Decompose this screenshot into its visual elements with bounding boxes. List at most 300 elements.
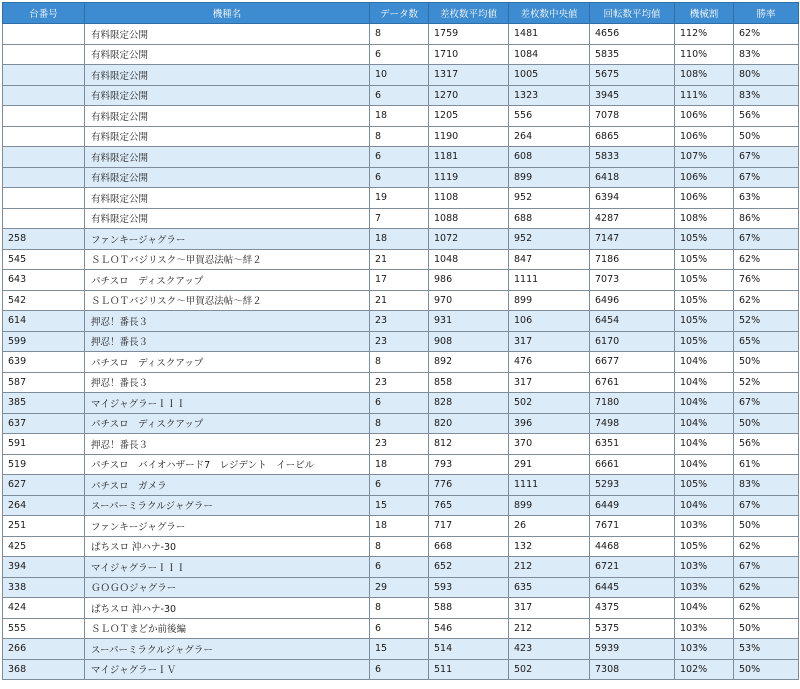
- cell-win-rate: 62%: [734, 536, 799, 557]
- cell-spin-average: 7073: [590, 270, 675, 291]
- cell-machine-number: 368: [3, 659, 85, 680]
- cell-spin-average: 4375: [590, 598, 675, 619]
- cell-win-rate: 50%: [734, 126, 799, 147]
- cell-payout-rate: 105%: [675, 229, 734, 250]
- table-row: [3, 434, 799, 455]
- cell-payout-rate: 105%: [675, 475, 734, 496]
- cell-win-rate: 50%: [734, 516, 799, 537]
- cell-payout-rate: 103%: [675, 618, 734, 639]
- column-header-machine-number[interactable]: 台番号: [3, 3, 85, 24]
- cell-spin-average: 7078: [590, 106, 675, 127]
- cell-machine-number: 627: [3, 475, 85, 496]
- table-row: [3, 311, 799, 332]
- cell-machine-name: スーパーミラクルジャグラー: [85, 639, 370, 660]
- cell-win-rate: 50%: [734, 352, 799, 373]
- cell-diff-average: 820: [429, 413, 509, 434]
- cell-machine-name: パチスロ ディスクアップ: [85, 413, 370, 434]
- cell-payout-rate: 104%: [675, 434, 734, 455]
- column-header-diff-average[interactable]: 差枚数平均値: [429, 3, 509, 24]
- table-row: [3, 24, 799, 45]
- cell-machine-number: 258: [3, 229, 85, 250]
- cell-data-count: 23: [370, 331, 429, 352]
- cell-machine-number: [3, 24, 85, 45]
- cell-payout-rate: 104%: [675, 413, 734, 434]
- cell-machine-number: [3, 126, 85, 147]
- cell-data-count: 23: [370, 434, 429, 455]
- cell-machine-number: 587: [3, 372, 85, 393]
- cell-spin-average: 3945: [590, 85, 675, 106]
- cell-data-count: 6: [370, 393, 429, 414]
- cell-machine-number: [3, 85, 85, 106]
- cell-machine-number: [3, 188, 85, 209]
- cell-data-count: 19: [370, 188, 429, 209]
- cell-machine-number: 424: [3, 598, 85, 619]
- cell-machine-name: マイジャグラーＩＶ: [85, 659, 370, 680]
- cell-machine-name: 有料限定公開: [85, 167, 370, 188]
- cell-win-rate: 50%: [734, 413, 799, 434]
- cell-data-count: 6: [370, 85, 429, 106]
- cell-diff-average: 908: [429, 331, 509, 352]
- cell-machine-name: 有料限定公開: [85, 65, 370, 86]
- table-row: [3, 331, 799, 352]
- cell-payout-rate: 102%: [675, 659, 734, 680]
- cell-machine-name: 押忍！番長３: [85, 311, 370, 332]
- table-row: [3, 475, 799, 496]
- cell-payout-rate: 111%: [675, 85, 734, 106]
- cell-diff-median: 899: [509, 167, 590, 188]
- cell-diff-median: 26: [509, 516, 590, 537]
- cell-win-rate: 67%: [734, 147, 799, 168]
- cell-win-rate: 67%: [734, 557, 799, 578]
- cell-win-rate: 67%: [734, 167, 799, 188]
- cell-spin-average: 6661: [590, 454, 675, 475]
- cell-diff-median: 1111: [509, 475, 590, 496]
- cell-data-count: 8: [370, 352, 429, 373]
- table-row: [3, 147, 799, 168]
- cell-spin-average: 4656: [590, 24, 675, 45]
- cell-spin-average: 5375: [590, 618, 675, 639]
- cell-machine-number: 555: [3, 618, 85, 639]
- cell-diff-average: 970: [429, 290, 509, 311]
- cell-payout-rate: 103%: [675, 516, 734, 537]
- cell-payout-rate: 106%: [675, 167, 734, 188]
- cell-machine-name: ＳＬＯＴまどか前後編: [85, 618, 370, 639]
- cell-machine-name: マイジャグラーＩＩＩ: [85, 557, 370, 578]
- cell-data-count: 6: [370, 44, 429, 65]
- cell-machine-number: 266: [3, 639, 85, 660]
- cell-data-count: 15: [370, 639, 429, 660]
- cell-payout-rate: 105%: [675, 249, 734, 270]
- cell-machine-number: 545: [3, 249, 85, 270]
- cell-machine-name: ファンキージャグラー: [85, 229, 370, 250]
- column-header-diff-median[interactable]: 差枚数中央値: [509, 3, 590, 24]
- cell-spin-average: 6677: [590, 352, 675, 373]
- cell-win-rate: 76%: [734, 270, 799, 291]
- cell-diff-median: 317: [509, 331, 590, 352]
- cell-machine-number: 264: [3, 495, 85, 516]
- cell-win-rate: 62%: [734, 290, 799, 311]
- cell-win-rate: 50%: [734, 659, 799, 680]
- cell-machine-name: ＧＯＧＯジャグラー: [85, 577, 370, 598]
- table-row: [3, 249, 799, 270]
- cell-win-rate: 63%: [734, 188, 799, 209]
- cell-spin-average: 5675: [590, 65, 675, 86]
- cell-data-count: 17: [370, 270, 429, 291]
- cell-machine-name: 押忍！番長３: [85, 434, 370, 455]
- cell-spin-average: 4468: [590, 536, 675, 557]
- cell-data-count: 6: [370, 147, 429, 168]
- cell-machine-number: 599: [3, 331, 85, 352]
- cell-machine-name: パチスロ ガメラ: [85, 475, 370, 496]
- cell-diff-median: 556: [509, 106, 590, 127]
- cell-data-count: 8: [370, 413, 429, 434]
- cell-machine-name: パチスロ ディスクアップ: [85, 270, 370, 291]
- cell-spin-average: 6865: [590, 126, 675, 147]
- cell-data-count: 6: [370, 475, 429, 496]
- cell-spin-average: 6394: [590, 188, 675, 209]
- cell-machine-name: ファンキージャグラー: [85, 516, 370, 537]
- cell-spin-average: 5293: [590, 475, 675, 496]
- cell-machine-name: マイジャグラーＩＩＩ: [85, 393, 370, 414]
- cell-data-count: 8: [370, 536, 429, 557]
- cell-diff-median: 317: [509, 372, 590, 393]
- cell-machine-number: 614: [3, 311, 85, 332]
- cell-machine-name: 有料限定公開: [85, 208, 370, 229]
- cell-payout-rate: 104%: [675, 598, 734, 619]
- cell-machine-name: パチスロ ディスクアップ: [85, 352, 370, 373]
- cell-diff-average: 776: [429, 475, 509, 496]
- cell-diff-median: 264: [509, 126, 590, 147]
- cell-spin-average: 4287: [590, 208, 675, 229]
- cell-data-count: 8: [370, 126, 429, 147]
- cell-data-count: 6: [370, 167, 429, 188]
- cell-diff-average: 986: [429, 270, 509, 291]
- cell-win-rate: 65%: [734, 331, 799, 352]
- cell-diff-median: 1005: [509, 65, 590, 86]
- cell-machine-name: 有料限定公開: [85, 24, 370, 45]
- cell-payout-rate: 105%: [675, 331, 734, 352]
- cell-diff-median: 291: [509, 454, 590, 475]
- cell-diff-median: 370: [509, 434, 590, 455]
- table-row: [3, 598, 799, 619]
- table-row: [3, 352, 799, 373]
- cell-machine-number: 591: [3, 434, 85, 455]
- cell-diff-median: 212: [509, 557, 590, 578]
- cell-spin-average: 5835: [590, 44, 675, 65]
- cell-machine-number: [3, 44, 85, 65]
- cell-diff-median: 317: [509, 598, 590, 619]
- cell-diff-average: 514: [429, 639, 509, 660]
- column-header-machine-name[interactable]: 機種名: [85, 3, 370, 24]
- cell-win-rate: 52%: [734, 372, 799, 393]
- cell-payout-rate: 106%: [675, 188, 734, 209]
- table-row: [3, 106, 799, 127]
- cell-machine-number: 643: [3, 270, 85, 291]
- cell-spin-average: 7186: [590, 249, 675, 270]
- table-row: [3, 270, 799, 291]
- cell-diff-average: 1048: [429, 249, 509, 270]
- cell-payout-rate: 104%: [675, 454, 734, 475]
- cell-machine-number: [3, 167, 85, 188]
- cell-win-rate: 56%: [734, 106, 799, 127]
- table-row: [3, 639, 799, 660]
- cell-data-count: 21: [370, 290, 429, 311]
- cell-diff-average: 1119: [429, 167, 509, 188]
- cell-spin-average: 6496: [590, 290, 675, 311]
- cell-win-rate: 61%: [734, 454, 799, 475]
- cell-spin-average: 7498: [590, 413, 675, 434]
- cell-payout-rate: 104%: [675, 352, 734, 373]
- table-row: [3, 208, 799, 229]
- table-row: [3, 167, 799, 188]
- cell-diff-median: 502: [509, 393, 590, 414]
- cell-machine-number: [3, 106, 85, 127]
- cell-diff-median: 502: [509, 659, 590, 680]
- cell-win-rate: 62%: [734, 577, 799, 598]
- cell-spin-average: 6351: [590, 434, 675, 455]
- cell-diff-average: 1759: [429, 24, 509, 45]
- table-row: [3, 188, 799, 209]
- cell-spin-average: 6454: [590, 311, 675, 332]
- table-row: [3, 659, 799, 680]
- cell-win-rate: 62%: [734, 598, 799, 619]
- cell-machine-name: 有料限定公開: [85, 106, 370, 127]
- cell-diff-average: 1190: [429, 126, 509, 147]
- cell-data-count: 18: [370, 229, 429, 250]
- cell-win-rate: 83%: [734, 475, 799, 496]
- cell-win-rate: 56%: [734, 434, 799, 455]
- cell-diff-average: 668: [429, 536, 509, 557]
- cell-spin-average: 7180: [590, 393, 675, 414]
- cell-data-count: 7: [370, 208, 429, 229]
- cell-diff-average: 1181: [429, 147, 509, 168]
- cell-diff-median: 423: [509, 639, 590, 660]
- column-header-data-count[interactable]: データ数: [370, 3, 429, 24]
- cell-data-count: 8: [370, 598, 429, 619]
- machine-stats-table: [2, 2, 799, 680]
- cell-diff-median: 106: [509, 311, 590, 332]
- cell-win-rate: 80%: [734, 65, 799, 86]
- cell-payout-rate: 105%: [675, 311, 734, 332]
- cell-diff-average: 1270: [429, 85, 509, 106]
- cell-spin-average: 5833: [590, 147, 675, 168]
- cell-payout-rate: 104%: [675, 372, 734, 393]
- table-row: [3, 495, 799, 516]
- cell-spin-average: 6445: [590, 577, 675, 598]
- cell-payout-rate: 108%: [675, 208, 734, 229]
- cell-payout-rate: 112%: [675, 24, 734, 45]
- table-row: [3, 557, 799, 578]
- cell-payout-rate: 110%: [675, 44, 734, 65]
- cell-diff-median: 952: [509, 229, 590, 250]
- cell-payout-rate: 107%: [675, 147, 734, 168]
- cell-spin-average: 5939: [590, 639, 675, 660]
- cell-payout-rate: 105%: [675, 270, 734, 291]
- cell-payout-rate: 103%: [675, 557, 734, 578]
- cell-machine-name: 有料限定公開: [85, 188, 370, 209]
- cell-machine-name: ＳＬＯＴバジリスク～甲賀忍法帖～絆２: [85, 290, 370, 311]
- cell-data-count: 21: [370, 249, 429, 270]
- cell-payout-rate: 105%: [675, 290, 734, 311]
- cell-diff-median: 635: [509, 577, 590, 598]
- cell-diff-median: 1111: [509, 270, 590, 291]
- cell-payout-rate: 103%: [675, 639, 734, 660]
- cell-machine-number: [3, 65, 85, 86]
- cell-machine-number: 251: [3, 516, 85, 537]
- table-row: [3, 372, 799, 393]
- table-body: [3, 24, 799, 680]
- cell-machine-name: ぱちスロ 沖ハナ-30: [85, 536, 370, 557]
- cell-win-rate: 67%: [734, 393, 799, 414]
- cell-diff-average: 1317: [429, 65, 509, 86]
- cell-diff-median: 1084: [509, 44, 590, 65]
- cell-machine-name: ＳＬＯＴバジリスク～甲賀忍法帖～絆２: [85, 249, 370, 270]
- cell-diff-average: 511: [429, 659, 509, 680]
- cell-diff-median: 1323: [509, 85, 590, 106]
- cell-spin-average: 6761: [590, 372, 675, 393]
- cell-diff-average: 828: [429, 393, 509, 414]
- cell-diff-average: 652: [429, 557, 509, 578]
- cell-diff-average: 717: [429, 516, 509, 537]
- cell-diff-median: 847: [509, 249, 590, 270]
- cell-win-rate: 83%: [734, 44, 799, 65]
- cell-diff-average: 546: [429, 618, 509, 639]
- cell-win-rate: 62%: [734, 249, 799, 270]
- cell-data-count: 18: [370, 454, 429, 475]
- cell-payout-rate: 106%: [675, 106, 734, 127]
- cell-diff-median: 608: [509, 147, 590, 168]
- table-row: [3, 413, 799, 434]
- cell-diff-median: 688: [509, 208, 590, 229]
- table-row: [3, 454, 799, 475]
- column-header-win-rate[interactable]: 勝率: [734, 3, 799, 24]
- cell-machine-number: 639: [3, 352, 85, 373]
- cell-diff-average: 1710: [429, 44, 509, 65]
- cell-win-rate: 62%: [734, 24, 799, 45]
- cell-machine-name: 有料限定公開: [85, 44, 370, 65]
- cell-data-count: 8: [370, 24, 429, 45]
- cell-payout-rate: 103%: [675, 577, 734, 598]
- table-row: [3, 393, 799, 414]
- table-row: [3, 44, 799, 65]
- cell-machine-number: 338: [3, 577, 85, 598]
- cell-machine-number: 637: [3, 413, 85, 434]
- table-row: [3, 85, 799, 106]
- cell-diff-median: 1481: [509, 24, 590, 45]
- cell-payout-rate: 104%: [675, 393, 734, 414]
- cell-machine-number: [3, 147, 85, 168]
- cell-data-count: 23: [370, 372, 429, 393]
- column-header-payout-rate[interactable]: 機械割: [675, 3, 734, 24]
- cell-diff-average: 1088: [429, 208, 509, 229]
- cell-win-rate: 52%: [734, 311, 799, 332]
- cell-payout-rate: 108%: [675, 65, 734, 86]
- table-row: [3, 536, 799, 557]
- cell-spin-average: 7671: [590, 516, 675, 537]
- cell-machine-name: 有料限定公開: [85, 126, 370, 147]
- cell-machine-name: 押忍！番長３: [85, 372, 370, 393]
- cell-machine-number: 385: [3, 393, 85, 414]
- cell-diff-average: 812: [429, 434, 509, 455]
- cell-win-rate: 50%: [734, 618, 799, 639]
- cell-spin-average: 6170: [590, 331, 675, 352]
- cell-machine-number: 425: [3, 536, 85, 557]
- cell-diff-average: 1072: [429, 229, 509, 250]
- cell-machine-name: 押忍！番長３: [85, 331, 370, 352]
- table-row: [3, 126, 799, 147]
- cell-spin-average: 7308: [590, 659, 675, 680]
- table-row: [3, 516, 799, 537]
- cell-diff-median: 396: [509, 413, 590, 434]
- table-row: [3, 290, 799, 311]
- cell-win-rate: 83%: [734, 85, 799, 106]
- table-row: [3, 618, 799, 639]
- cell-machine-number: [3, 208, 85, 229]
- cell-spin-average: 7147: [590, 229, 675, 250]
- cell-data-count: 23: [370, 311, 429, 332]
- cell-data-count: 6: [370, 659, 429, 680]
- cell-diff-average: 593: [429, 577, 509, 598]
- cell-spin-average: 6721: [590, 557, 675, 578]
- table-row: [3, 229, 799, 250]
- cell-diff-median: 952: [509, 188, 590, 209]
- cell-data-count: 6: [370, 618, 429, 639]
- cell-payout-rate: 105%: [675, 536, 734, 557]
- column-header-spin-average[interactable]: 回転数平均値: [590, 3, 675, 24]
- cell-machine-name: 有料限定公開: [85, 147, 370, 168]
- cell-diff-average: 931: [429, 311, 509, 332]
- cell-win-rate: 53%: [734, 639, 799, 660]
- cell-machine-name: 有料限定公開: [85, 85, 370, 106]
- cell-diff-median: 132: [509, 536, 590, 557]
- cell-machine-name: スーパーミラクルジャグラー: [85, 495, 370, 516]
- cell-diff-average: 892: [429, 352, 509, 373]
- cell-diff-median: 476: [509, 352, 590, 373]
- cell-win-rate: 67%: [734, 495, 799, 516]
- cell-diff-average: 1108: [429, 188, 509, 209]
- cell-diff-median: 899: [509, 290, 590, 311]
- cell-data-count: 18: [370, 516, 429, 537]
- cell-diff-average: 858: [429, 372, 509, 393]
- cell-payout-rate: 106%: [675, 126, 734, 147]
- cell-payout-rate: 104%: [675, 495, 734, 516]
- cell-win-rate: 86%: [734, 208, 799, 229]
- data-table-container: [2, 2, 798, 680]
- cell-machine-number: 394: [3, 557, 85, 578]
- cell-machine-number: 542: [3, 290, 85, 311]
- cell-data-count: 10: [370, 65, 429, 86]
- cell-data-count: 29: [370, 577, 429, 598]
- cell-machine-number: 519: [3, 454, 85, 475]
- cell-diff-median: 899: [509, 495, 590, 516]
- cell-data-count: 6: [370, 557, 429, 578]
- cell-diff-average: 765: [429, 495, 509, 516]
- cell-data-count: 18: [370, 106, 429, 127]
- cell-diff-average: 1205: [429, 106, 509, 127]
- cell-spin-average: 6449: [590, 495, 675, 516]
- table-row: [3, 577, 799, 598]
- cell-diff-average: 588: [429, 598, 509, 619]
- cell-win-rate: 67%: [734, 229, 799, 250]
- cell-spin-average: 6418: [590, 167, 675, 188]
- header-row: [3, 3, 799, 24]
- table-row: [3, 65, 799, 86]
- cell-diff-median: 212: [509, 618, 590, 639]
- cell-machine-name: パチスロ バイオハザード7 レジデント イービル: [85, 454, 370, 475]
- cell-machine-name: ぱちスロ 沖ハナ-30: [85, 598, 370, 619]
- cell-data-count: 15: [370, 495, 429, 516]
- cell-diff-average: 793: [429, 454, 509, 475]
